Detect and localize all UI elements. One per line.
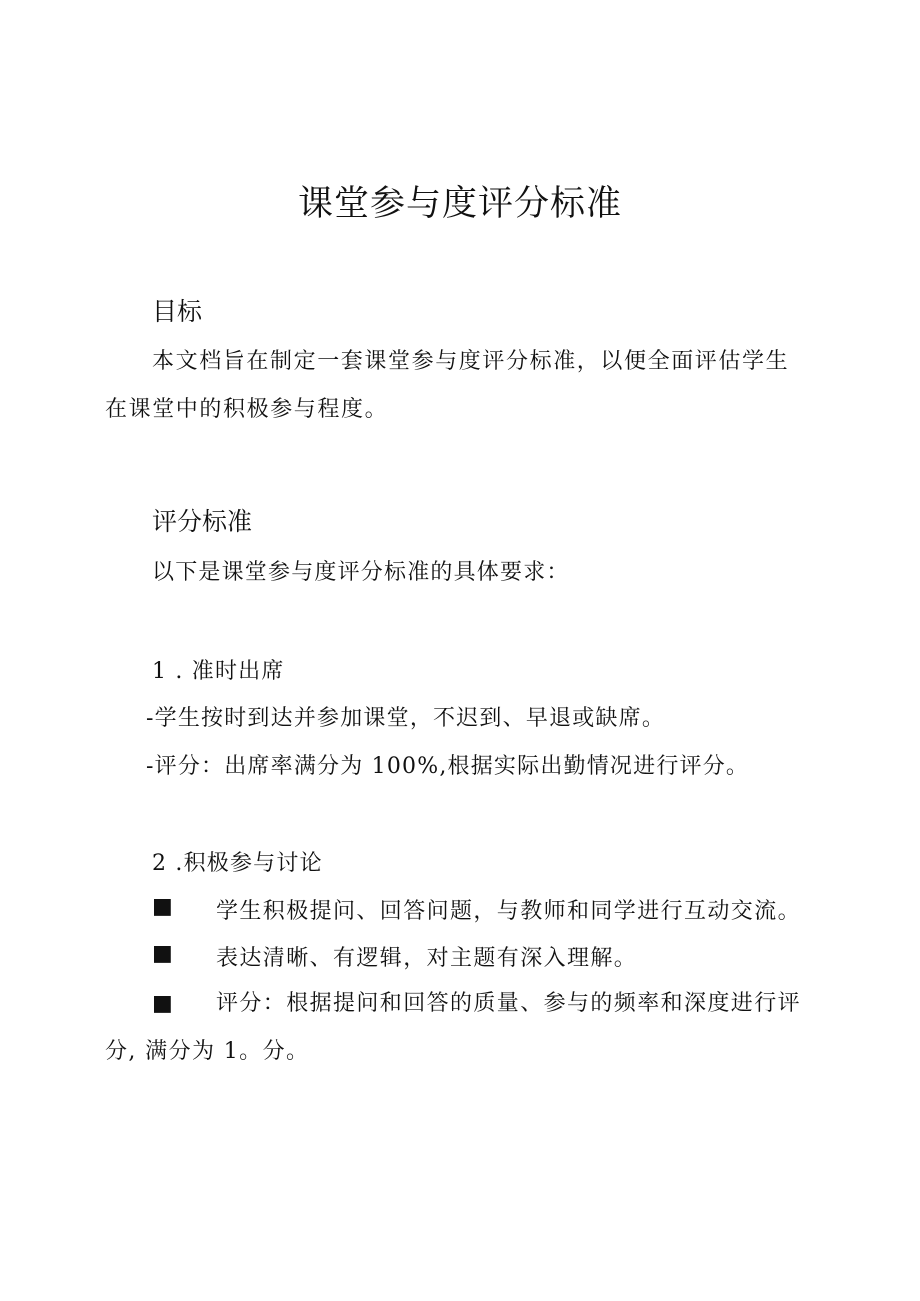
document-title: 课堂参与度评分标准 [297,184,622,224]
goal-paragraph: 本文档旨在制定一套课堂参与度评分标准，以便全面评估学生在课堂中的积极参与程度。 [105,349,790,422]
bullet-lead [105,980,216,1028]
item-2-bullet-3-paragraph [105,980,805,1076]
item-2-bullet-3: 评分：根据提问和回答的质量、参与的频率和深度进行评分, 满分为 1。分。 [105,991,802,1064]
section-heading-goal: 目标 [152,297,203,326]
criteria-intro: 以下是课堂参与度评分标准的具体要求： [152,560,570,585]
item-2-bullet-2: 表达清晰、有逻辑，对主题有深入理解。 [216,946,638,971]
bullet-square-icon: ■ [152,991,175,1016]
item-1-line-2: -评分：出席率满分为 100%,根据实际出勤情况进行评分。 [146,754,750,779]
bullet-square-icon: ■ [152,894,173,919]
item-2-title: 2 .积极参与讨论 [152,851,323,876]
item-1-title: 1 . 准时出席 [152,659,285,684]
bullet-square-icon: ■ [152,941,173,966]
item-1-line-1: -学生按时到达并参加课堂，不迟到、早退或缺席。 [146,706,666,731]
section-heading-criteria: 评分标准 [152,507,253,536]
item-2-bullet-1: 学生积极提问、回答问题，与教师和同学进行互动交流。 [216,899,802,924]
